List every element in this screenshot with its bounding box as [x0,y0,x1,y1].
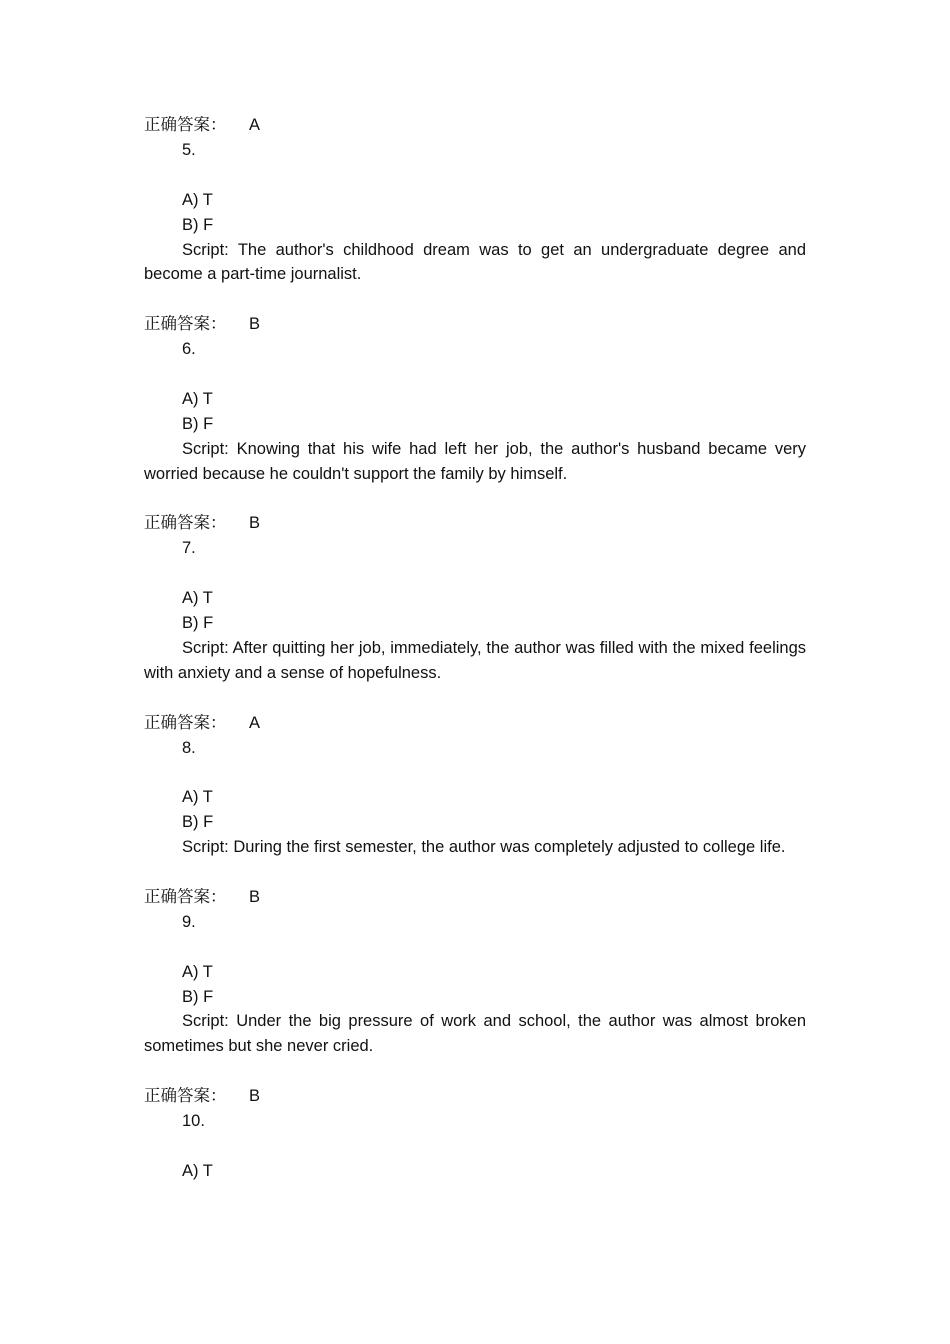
spacer [144,487,806,512]
question-number: 5. [182,140,196,159]
answer-value: B [249,887,261,906]
script-text: Script: The author's childhood dream was to get an undergraduate degree and become a part-time journalist. [144,240,811,284]
spacer [144,860,806,885]
answer-label: 正确答案： [144,713,227,732]
answer-line [144,711,806,736]
option-b: B) F [182,614,214,633]
answer-value: A [249,713,261,732]
option-b: B) F [182,987,214,1006]
question-number: 8. [182,738,196,757]
answer-label: 正确答案： [144,514,227,533]
answer-line [144,312,806,337]
option-a: A) T [182,962,213,981]
option-a: A) T [182,190,213,209]
question-number: 10. [182,1112,205,1131]
answer-value: B [249,315,261,334]
option-a: A) T [182,788,213,807]
spacer [144,1059,806,1084]
script-text: Script: After quitting her job, immediately, the author was filled with the mixed feelings with anxiety and a sense of hopefulness. [144,638,811,682]
answer-label: 正确答案： [144,315,227,334]
script-text: Script: Under the big pressure of work and school, the author was almost broken sometimes but she never cried. [144,1012,811,1056]
spacer [144,686,806,711]
answer-line [144,113,806,138]
answer-line [144,511,806,536]
spacer [144,287,806,312]
option-a: A) T [182,589,213,608]
option-b: B) F [182,414,214,433]
answer-value: B [249,514,261,533]
spacer [144,760,806,785]
spacer [144,1134,806,1159]
answer-label: 正确答案： [144,116,227,134]
question-number: 7. [182,539,196,558]
question-number: 9. [182,912,196,931]
question-number: 6. [182,340,196,359]
script-text: Script: During the first semester, the author was completely adjusted to college life. [182,838,786,857]
answer-value: A [249,116,261,134]
spacer [144,561,806,586]
answer-line [144,885,806,910]
option-b: B) F [182,813,214,832]
answer-label: 正确答案： [144,1087,227,1106]
answer-value: B [249,1087,261,1106]
spacer [144,935,806,960]
option-b: B) F [182,215,214,234]
option-a: A) T [182,1161,213,1180]
spacer [144,362,806,387]
option-a: A) T [182,389,213,408]
spacer [144,163,806,188]
script-text: Script: Knowing that his wife had left her job, the author's husband became very worried because he couldn't support the family by himself. [144,439,811,483]
answer-label: 正确答案： [144,887,227,906]
answer-line [144,1084,806,1109]
document-page [144,113,811,1184]
